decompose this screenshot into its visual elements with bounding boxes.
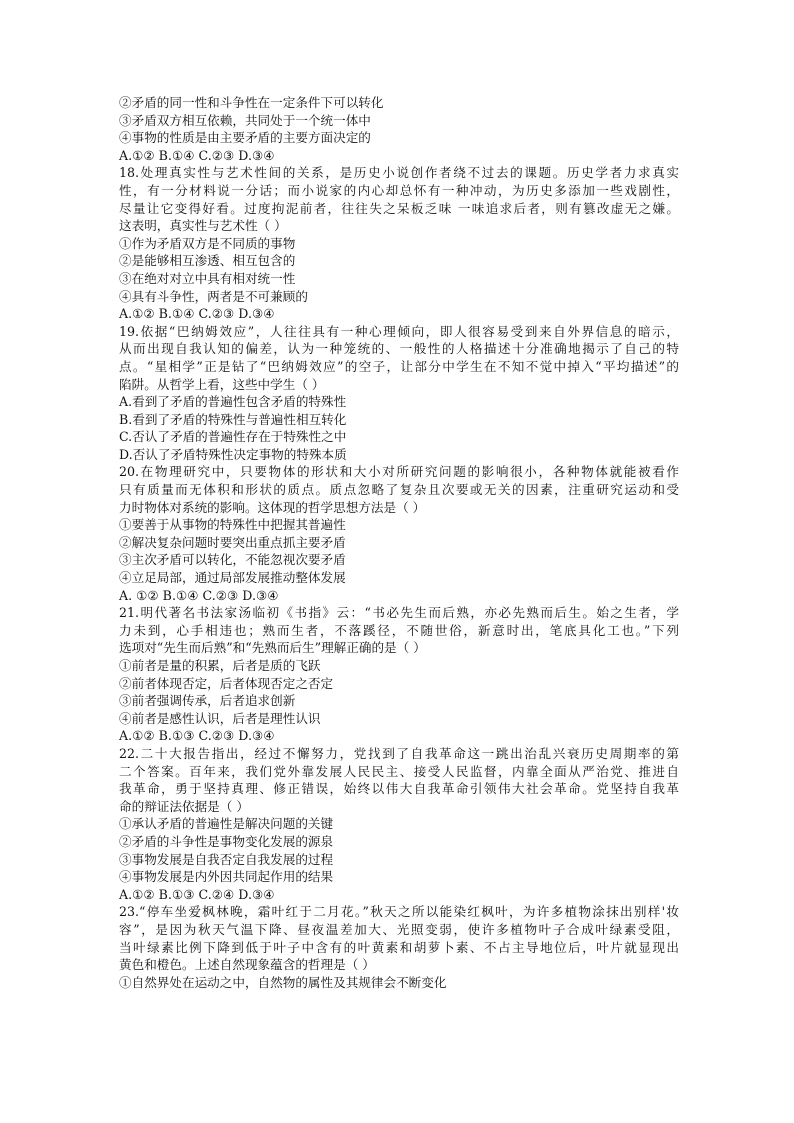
text-line: ①要善于从事物的特殊性中把握其普遍性 (119, 517, 346, 533)
text-line: 当叶绿素比例下降到低于叶子中含有的叶黄素和胡萝卜素、不占主导地位后，叶片就显现出 (119, 939, 679, 955)
text-line: 点。“星相学”正是钻了“巴纳姆效应”的空子，让部分中学生在不知不觉中掉入“平均描述”的 (119, 358, 679, 374)
text-line: ④事物发展是内外因共同起作用的结果 (119, 869, 334, 885)
text-line: A.①② B.①④ C.②③ D.③④ (119, 306, 275, 322)
text-line: ③主次矛盾可以转化，不能忽视次要矛盾 (119, 552, 346, 568)
text-line: ②解决复杂问题时要突出重点抓主要矛盾 (119, 534, 346, 550)
document-page (119, 94, 679, 991)
text-line: A.①② B.①③ C.②④ D.③④ (119, 886, 275, 902)
text-line: ④事物的性质是由主要矛盾的主要方面决定的 (119, 130, 371, 146)
text-line: ④具有斗争性，两者是不可兼顾的 (119, 288, 308, 304)
text-line: 陷阱。从哲学上看，这些中学生（ ） (119, 376, 325, 392)
text-line: 18.处理真实性与艺术性间的关系，是历史小说创作者绕不过去的课题。历史学者力求真实 (119, 165, 679, 181)
text-line: A.①② B.①③ C.②③ D.③④ (119, 728, 275, 744)
text-line: 容”，是因为秋天气温下降、昼夜温差加大、光照变弱，使许多植物叶子合成叶绿素受阻， (119, 921, 679, 937)
text-line: ③矛盾双方相互依赖，共同处于一个统一体中 (119, 112, 371, 128)
text-line: 我革命，勇于坚持真理、修正错误，始终以伟大自我革命引领伟大社会革命。党坚持自我革 (119, 781, 679, 797)
text-line: 选项对“先生而后熟”和“先熟而后生”理解正确的是（ ） (119, 640, 426, 656)
text-line: 这表明，真实性与艺术性（ ） (119, 218, 287, 234)
text-line: 19.依据“巴纳姆效应”，人往往具有一种心理倾向，即人很容易受到来自外界信息的暗示， (119, 323, 679, 339)
text-line: A. ①② B.①④ C.②③ D.③④ (119, 587, 279, 603)
text-line: 命的辩证法依据是（ ） (119, 798, 249, 814)
text-line: ②矛盾的斗争性是事物变化发展的源泉 (119, 833, 334, 849)
text-line: ③在绝对对立中具有相对统一性 (119, 270, 296, 286)
text-line: 黄色和橙色。上述自然现象蕴含的哲理是（ ） (119, 957, 375, 973)
text-line: 从而出现自我认知的偏差，认为一种笼统的、一般性的人格描述十分准确地揭示了自己的特 (119, 341, 679, 357)
text-line: 23.“停车坐爱枫林晚，霜叶红于二月花。”秋天之所以能染红枫叶，为许多植物涂抹出别样'妆 (119, 904, 679, 920)
text-line: 只有质量而无体积和形状的质点。质点忽略了复杂且次要或无关的因素，注重研究运动和受 (119, 482, 679, 498)
text-line: ④立足局部，通过局部发展推动整体发展 (119, 570, 346, 586)
text-line: A.看到了矛盾的普遍性包含矛盾的特殊性 (119, 394, 347, 410)
text-line: ②矛盾的同一性和斗争性在一定条件下可以转化 (119, 95, 384, 110)
text-line: D.否认了矛盾特殊性决定事物的特殊本质 (119, 446, 347, 462)
text-line: C.否认了矛盾的普遍性存在于特殊性之中 (119, 429, 347, 445)
text-line: A.①② B.①④ C.②③ D.③④ (119, 147, 275, 163)
text-line: ③前者强调传承，后者追求创新 (119, 693, 296, 709)
text-line: 尽量让它变得好看。过度拘泥前者，往往失之呆板乏味 一味追求后者，则有篡改虚无之嫌。 (119, 200, 679, 216)
text-line: ①自然界处在运动之中，自然物的属性及其规律会不断变化 (119, 974, 447, 990)
text-line: ①承认矛盾的普遍性是解决问题的关键 (119, 816, 334, 832)
text-line: ①作为矛盾双方是不同质的事物 (119, 235, 296, 251)
text-line: 力未到，心手相违也；熟而生者，不落蹊径，不随世俗，新意时出，笔底具化工也。”下列 (119, 622, 679, 638)
text-line: 力时物体对系统的影响。这体现的哲学思想方法是（ ） (119, 499, 426, 515)
text-line: 二个答案。百年来，我们党外靠发展人民民主、接受人民监督，内靠全面从严治党、推进自 (119, 763, 679, 779)
text-line: ②前者体现否定，后者体现否定之否定 (119, 675, 334, 691)
text-line: ①前者是量的积累，后者是质的飞跃 (119, 658, 321, 673)
text-line: B.看到了矛盾的特殊性与普遍性相互转化 (119, 411, 347, 427)
text-line: 22.二十大报告指出，经过不懈努力，党找到了自我革命这一跳出治乱兴衰历史周期率的第 (119, 745, 679, 761)
text-line: 21.明代著名书法家汤临初《书指》云：“书必先生而后熟，亦必先熟而后生。始之生者，学 (119, 605, 679, 621)
text-line: 性，有一分材料说一分话；而小说家的内心却总怀有一种冲动，为历史多添加一些戏剧性， (119, 182, 679, 198)
text-line: ④前者是感性认识，后者是理性认识 (119, 710, 321, 726)
text-line: ③事物发展是自我否定自我发展的过程 (119, 851, 334, 867)
text-line: 20.在物理研究中，只要物体的形状和大小对所研究问题的影响很小，各种物体就能被看作 (119, 464, 679, 480)
text-line: ②是能够相互渗透、相互包含的 (119, 253, 296, 269)
